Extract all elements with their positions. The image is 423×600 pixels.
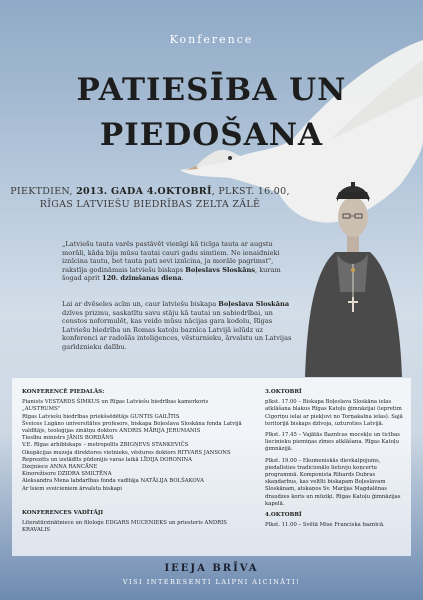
page-title [0, 68, 423, 158]
priest-photo [295, 172, 410, 377]
quote-end: . [181, 274, 184, 283]
participants-heading: KONFERENCĒ PIEDALĀS: [22, 389, 105, 395]
schedule-item: Plkst. 19.00 – Ekumeniskās dievkalpojums, piedalīsties tradicionālo lietuvju koņcertu programmā. Komponista Rihards Dubras skaņdarbus, kas veltīti biskapam Boļeslavam Sloskānam, atskaņos Sv. Marijas Magdalēnas draudzes koris un mūziķi. Rīgas Katoļu ģimnāzijas kapelā. [265, 457, 401, 507]
participant-line: Pianists VESTARDS ŠIMKUS un Rīgas Latviešu biedrības kamerkoris „AUSTRUMS" [22, 399, 209, 413]
quote-text-cont: , kuram šogad aprit [62, 265, 281, 283]
event-time: , PLKST. 16.00, [211, 186, 290, 197]
participant-line: V.E. Rīgas arhibīskaps – metropolīts ZBIGŅEVS STANKEVIČS [22, 442, 189, 449]
participants-section [22, 389, 242, 493]
date-prefix: PIEKTDIEN, [10, 186, 77, 197]
participant-line: Dzejniece ANNA RANCĀNE [22, 464, 98, 471]
moderators-text: Literatūrzinātniece un filoloģe EDGARS MUCENIEKS un priesteris ANDRIS KRAVALIS [22, 520, 227, 534]
participant-line: Okupācijas muzeja direktores vietnieks, vēstures doktors RITVARS JANSONS [22, 449, 231, 456]
schedule-item: Plkst. 17.45 – Vajātās Baznīcas mocekļu un ticības liecinieku piemiņas zīmes atklāšana. Rīgas Katoļu ģimnāzijā. [265, 432, 400, 453]
bishop-name-2: Boļeslava Sloskāna [218, 300, 290, 308]
title-line-1: PATIESĪBA UN [76, 72, 347, 108]
invitation-footer: VISI INTERESENTI LAIPNI AICINĀTI! [122, 578, 301, 586]
participant-line: Tiesību ministrs JĀNIS BORDĀNS [22, 435, 114, 442]
day2-heading: 4.OKTOBRĪ [265, 512, 302, 519]
moderators-section [22, 510, 242, 535]
event-date-line [0, 185, 300, 198]
free-entry: IEEJA BRĪVA [164, 563, 259, 574]
event-date-venue [0, 185, 300, 211]
bishop-name: Boļeslavs Sloskāns [185, 265, 255, 274]
participant-line: Aleksandra Mena labdarības fonda vadītāja NATĀLIJA BOLŠAKOVA [22, 478, 204, 485]
event-venue: RĪGAS LATVIEŠU BIEDRĪBAS ZELTA ZĀLĒ [39, 199, 261, 210]
invitation-text: Lai ar dvēseles acīm un, caur latviešu biskapa [62, 300, 219, 308]
anniversary: 120. dzimšanas diena [101, 274, 182, 283]
participant-line: Kinorežisore DZIDRA SMILTĒNA [22, 471, 112, 478]
participant-line: Ar īsiem sveicieniem ārvalstu biskapi [22, 485, 123, 492]
schedule-item: plkst. 17.00 – Biskapa Boļeslava Sloskāna ielas atklāšana blakus Rīgas Katoļu ģimnāzijai (iepretim Cigoriņu ielai ar piekļuvi no Torņakalna ielas). Sajā teritorijā biskaps dzīvoja, uzturoties Latvijā. [265, 399, 403, 427]
moderators-heading: KONFERENCES VADĪTĀJI [22, 510, 104, 516]
participant-line: Reprezēts un izstādīts pūdonijis varas laikā LĪDIJA DORONINA [22, 456, 193, 463]
schedule-item: Plkst. 11.00 – Svētā Mise Franciska baznīcā. [265, 522, 385, 529]
quote-text: „Latviešu tauta varēs pastāvēt vienīgi kā ticīga tauta ar augstu morāli, kāda bija mūsu tautai cauri gadu simtiem. Ne ienaidnieki iznīcina tautu, bet tauta pati sevi iznīcina, ja morāle pagrimst", rakstīja godināmais latviešu biskaps [62, 240, 280, 274]
event-date: 2013. GADA 4.OKTOBRĪ [76, 186, 212, 197]
schedule-section [265, 389, 403, 533]
participant-line: Rīgas Latviešu biedrības priekšsēdētājs GUNTIS GAILĪTIS [22, 413, 180, 420]
event-type-label: Konference [169, 33, 254, 46]
invitation-text-cont: dzīves prizmu, saskatītu savu stāju kā tautai un sabiedrībai, un censtos noformulēt, kas veido mūsu nācijas gara kodolu, Rīgas Latviešu biedrība un Romas katoļu baznīca Latvijā ielūdz uz konferenci ar radošās inteliģences, vēsturnieku, ārvalstu un Latvijas garīdznieku dalību. [62, 308, 292, 351]
title-line-2: PIEDOŠANA [99, 117, 324, 153]
quote-paragraph [62, 240, 294, 283]
invitation-paragraph [62, 300, 294, 352]
day1-heading: 3.OKTOBRĪ [265, 389, 302, 395]
participant-line: Šveices Lugāno universitātes profesors, biskapa Boļeslava Sloskāna fonda Latvijā valdītājs, teoloģijas zinātņu doktors ANDRIS MĀRIJA JERUMANIS [22, 420, 242, 435]
